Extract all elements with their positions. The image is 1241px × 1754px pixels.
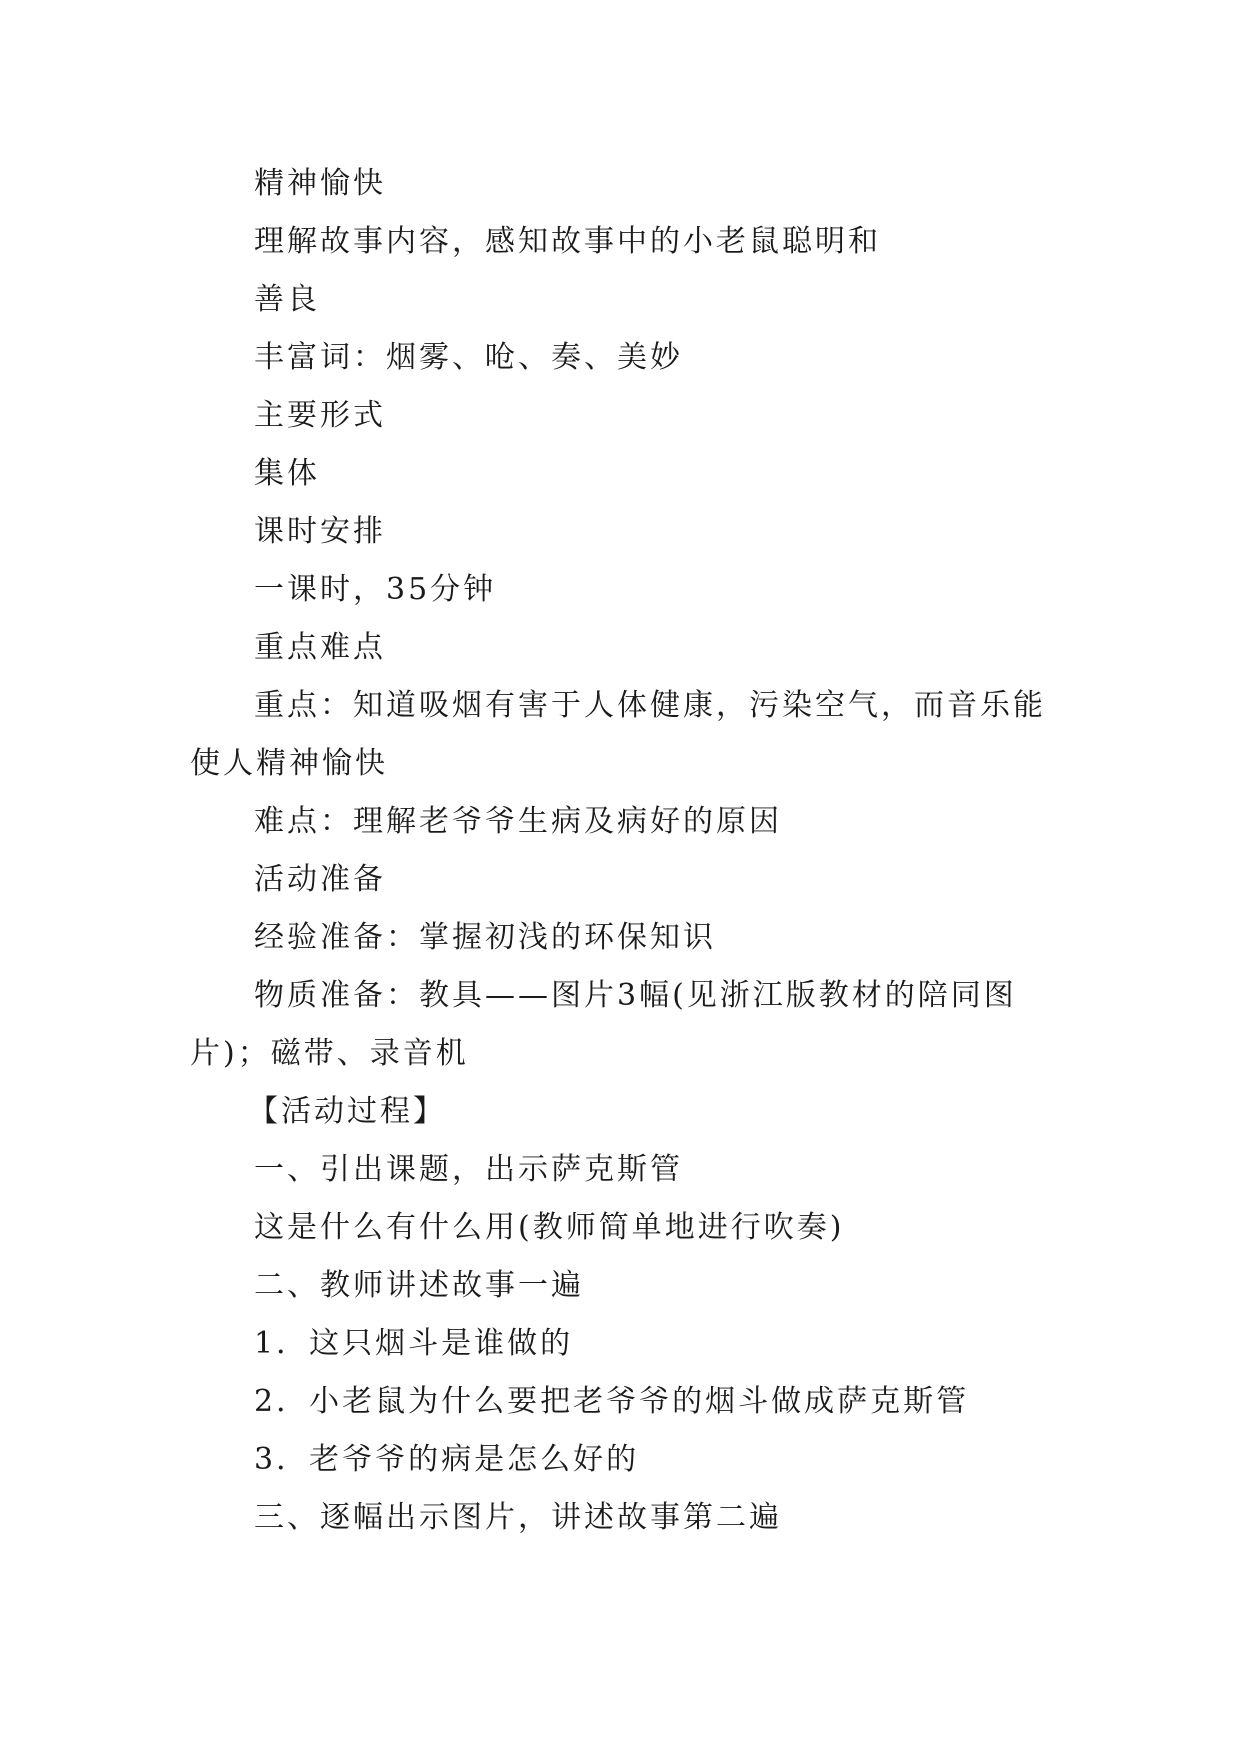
list-item: 一、引出课题，出示萨克斯管 [254, 1152, 683, 1187]
section-heading: 重点难点 [254, 630, 386, 665]
list-item: 三、逐幅出示图片，讲述故事第二遍 [254, 1500, 782, 1535]
section-heading: 活动准备 [254, 862, 386, 897]
list-item: 1．这只烟斗是谁做的 [254, 1326, 574, 1361]
paragraph: 经验准备：掌握初浅的环保知识 [254, 920, 716, 955]
section-heading: 主要形式 [254, 398, 386, 433]
list-item: 3．老爷爷的病是怎么好的 [254, 1442, 640, 1477]
paragraph: 这是什么有什么用(教师简单地进行吹奏) [254, 1210, 845, 1245]
list-item: 2．小老鼠为什么要把老爷爷的烟斗做成萨克斯管 [254, 1384, 970, 1419]
document-body [190, 155, 1060, 1547]
paragraph: 善良 [254, 282, 320, 317]
paragraph: 理解故事内容，感知故事中的小老鼠聪明和 [254, 224, 881, 259]
section-heading: 【活动过程】 [248, 1094, 446, 1129]
paragraph: 难点：理解老爷爷生病及病好的原因 [254, 804, 782, 839]
paragraph: 物质准备：教具——图片3幅(见浙江版教材的陪同图片)；磁带、录音机 [190, 978, 1017, 1071]
section-heading: 课时安排 [254, 514, 386, 549]
list-item: 二、教师讲述故事一遍 [254, 1268, 584, 1303]
paragraph: 一课时，35分钟 [254, 572, 497, 607]
paragraph: 集体 [254, 456, 320, 491]
paragraph: 精神愉快 [254, 166, 386, 201]
paragraph: 丰富词：烟雾、呛、奏、美妙 [254, 340, 683, 375]
paragraph: 重点：知道吸烟有害于人体健康，污染空气，而音乐能使人精神愉快 [190, 688, 1046, 781]
